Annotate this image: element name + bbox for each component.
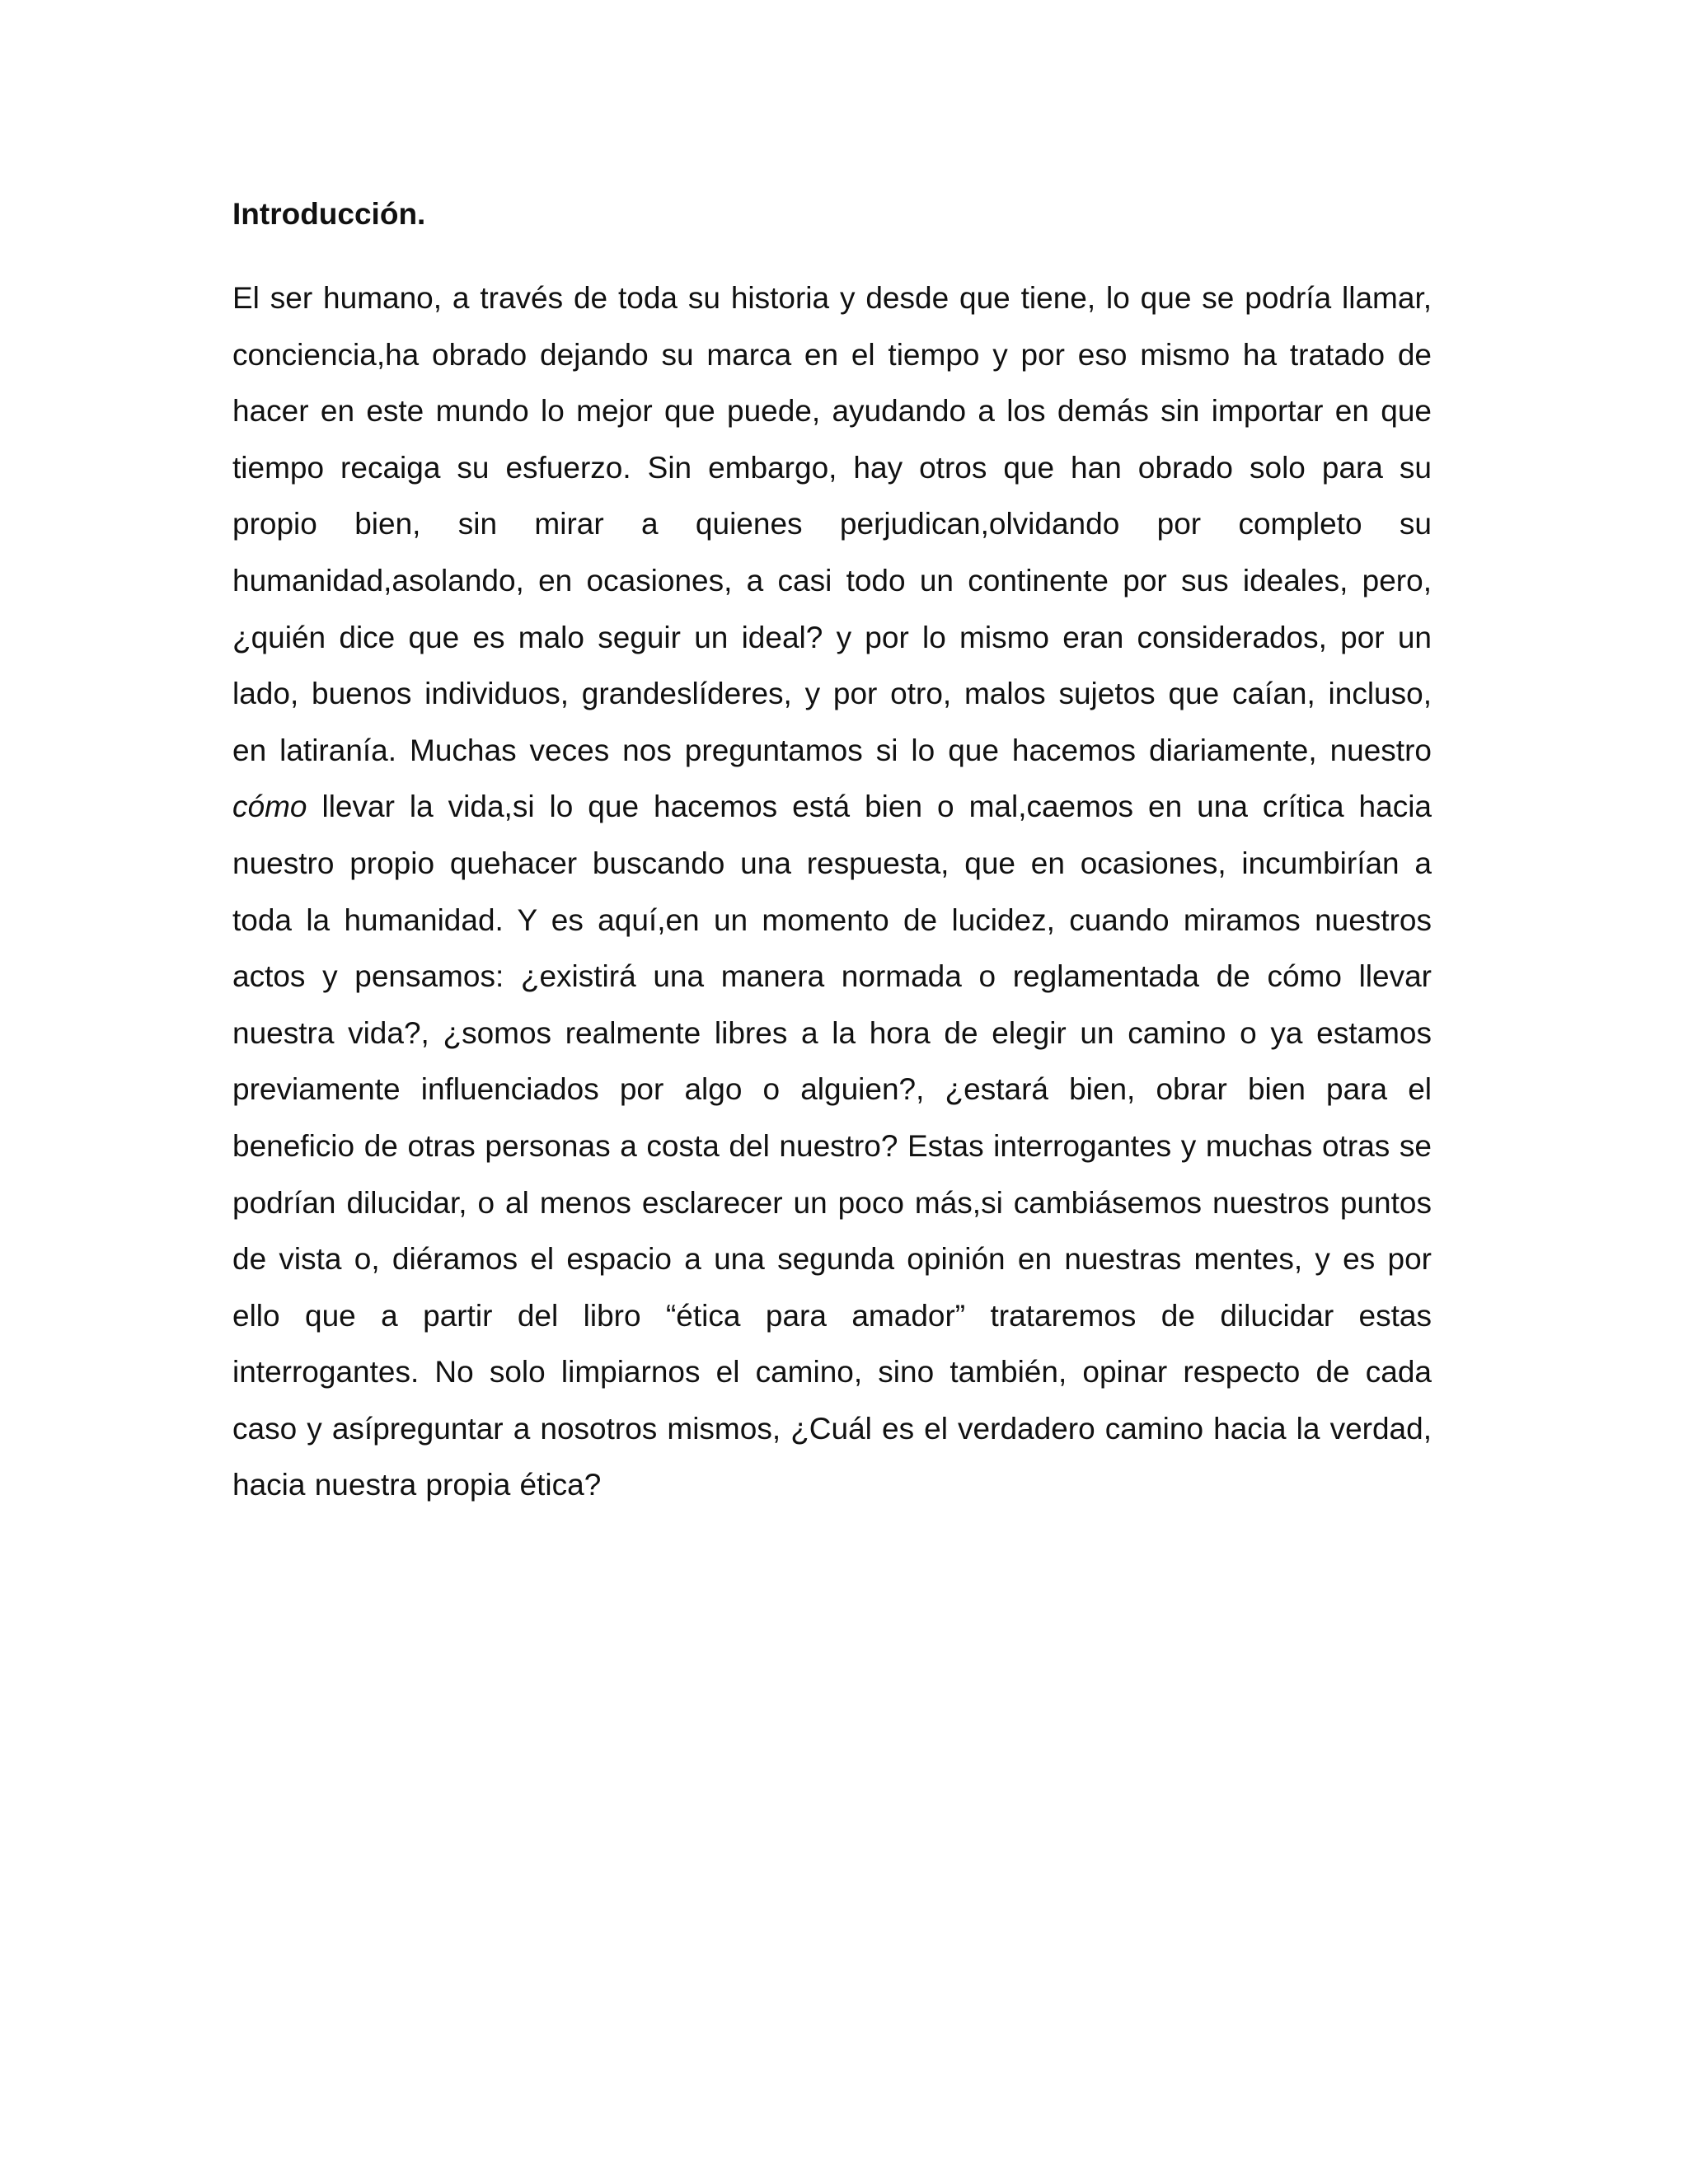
paragraph-text-part1: El ser humano, a través de toda su historia y desde que tiene, lo que se podría llamar, conciencia,ha obrado dejando su marca en el tiempo y por eso mismo ha tratado de hacer en este mundo lo mejor que puede, ayudando a los demás sin importar en que tiempo recaiga su esfuerzo. Sin embargo, hay otros que han obrado solo para su propio bien, sin mirar a quienes perjudican,olvidando por completo su humanidad,asolando, en ocasiones, a casi todo un continente por sus ideales, pero,¿quién dice que es malo seguir un ideal? y por lo mismo eran considerados, por un lado, buenos individuos, grandeslíderes, y por otro, malos sujetos que caían, incluso, en latiranía. Muchas veces nos preguntamos si lo que hacemos diariamente, nuestro	[232, 281, 1432, 767]
intro-paragraph	[232, 270, 1432, 1514]
paragraph-text-part2: llevar la vida,si lo que hacemos está bien o mal,caemos en una crítica hacia nuestro propio quehacer buscando una respuesta, que en ocasiones, incumbirían a toda la humanidad. Y es aquí,en un momento de lucidez, cuando miramos nuestros actos y pensamos: ¿existirá una manera normada o reglamentada de cómo llevar nuestra vida?, ¿somos realmente libres a la hora de elegir un camino o ya estamos previamente influenciados por algo o alguien?, ¿estará bien, obrar bien para el beneficio de otras personas a costa del nuestro? Estas interrogantes y muchas otras se podrían dilucidar, o al menos esclarecer un poco más,si cambiásemos nuestros puntos de vista o, diéramos el espacio a una segunda opinión en nuestras mentes, y es por ello que a partir del libro “ética para amador” trataremos de dilucidar estas interrogantes. No solo limpiarnos el camino, sino también, opinar respecto de cada caso y asípreguntar a nosotros mismos, ¿Cuál es el verdadero camino hacia la verdad, hacia nuestra propia ética?	[232, 790, 1432, 1502]
paragraph-italic-word: cómo	[232, 790, 307, 824]
document-body	[232, 191, 1432, 1514]
section-heading: Introducción.	[232, 197, 426, 231]
